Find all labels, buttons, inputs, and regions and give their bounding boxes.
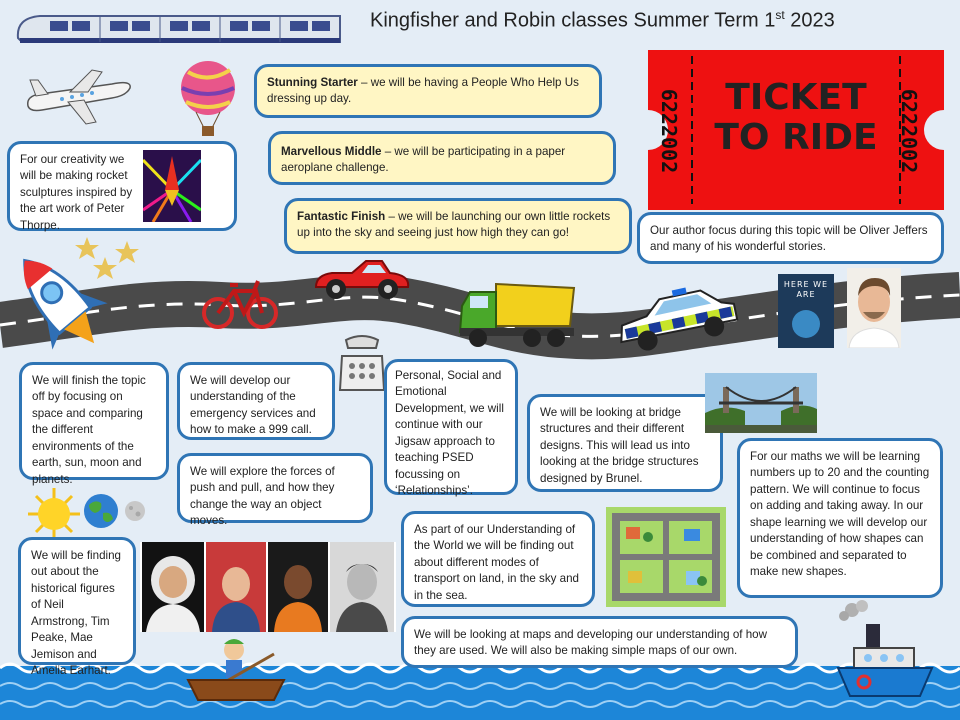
fantastic-finish-text: – we will be launching our own little rockets up into the sky and seeing just how high they can go! <box>297 210 611 240</box>
sea-illustration <box>0 660 960 720</box>
stunning-starter-box <box>254 64 602 118</box>
book-cover-image <box>778 274 834 348</box>
psed-box: Personal, Social and Emotional Development, we will continue with our Jigsaw approach to teaching PSED focussing on ‘Relationships’. <box>384 359 518 495</box>
bicycle-icon <box>200 275 282 331</box>
ticket-line-2: TO RIDE <box>714 116 878 158</box>
historical-figures-photos <box>140 542 396 632</box>
ticket-title <box>696 78 896 157</box>
ticket-number-right: 6222002 <box>897 88 921 174</box>
town-map-image <box>606 507 726 607</box>
earth-icon <box>83 493 119 529</box>
hot-air-balloon-icon <box>178 60 242 142</box>
rocket-artwork-icon <box>143 150 201 222</box>
stunning-starter-label: Stunning Starter <box>267 76 358 89</box>
author-focus-box: Our author focus during this topic will be Oliver Jeffers and many of his wonderful stories. <box>637 212 944 264</box>
stunning-starter-text: – we will be having a People Who Help Us dressing up day. <box>267 76 579 106</box>
moon-icon <box>124 500 146 522</box>
marvellous-middle-box <box>268 131 616 185</box>
forces-box: We will explore the forces of push and pull, and how they change the way an object moves. <box>177 453 373 523</box>
rowing-boat-icon <box>184 634 294 714</box>
fantastic-finish-box <box>284 198 632 254</box>
police-car-icon <box>614 286 740 354</box>
bridge-photo <box>705 373 817 433</box>
creativity-text: For our creativity we will be making rocket sculptures inspired by the art work of Peter Thorpe. <box>20 153 133 232</box>
sun-icon <box>28 488 80 540</box>
dump-truck-icon <box>456 280 578 350</box>
author-photo <box>847 268 901 348</box>
marvellous-middle-label: Marvellous Middle <box>281 145 382 158</box>
red-car-icon <box>312 255 412 305</box>
ticket-number-left: 6222002 <box>657 88 681 174</box>
understanding-world-box: As part of our Understanding of the World we will be finding out about different modes of transport on land, in the sky and in the sea. <box>401 511 595 607</box>
train-icon <box>10 8 350 48</box>
historical-figures-box: We will be finding out about the historical figures of Neil Armstrong, Tim Peake, Mae Jemison and Amelia Earhart. <box>18 537 136 665</box>
space-box: We will finish the topic off by focusing on space and comparing the different environments of the earth, sun, moon and planets. <box>19 362 169 480</box>
page-title: Kingfisher and Robin classes Summer Term 1st 2023 <box>370 8 835 32</box>
maps-box: We will be looking at maps and developing our understanding of how they are used. We will also be making simple maps of our own. <box>401 616 798 668</box>
steamship-icon <box>834 600 936 706</box>
stars-icon <box>75 235 145 285</box>
airplane-icon <box>22 66 137 126</box>
bridges-box: We will be looking at bridge structures and their different designs. This will lead us into looking at the bridge structures designed by Brunel. <box>527 394 723 492</box>
emergency-services-box: We will develop our understanding of the emergency services and how to make a 999 call. <box>177 362 335 440</box>
creativity-box <box>7 141 237 231</box>
maths-box: For our maths we will be learning numbers up to 20 and the counting pattern. We will continue to focus on adding and taking away. In our shape learning we will develop our understanding of how shapes can be combined and separated to make new shapes. <box>737 438 943 598</box>
marvellous-middle-text: – we will be participating in a paper aeroplane challenge. <box>281 145 566 175</box>
telephone-icon <box>336 332 388 396</box>
ticket-line-1: TICKET <box>725 77 867 118</box>
book-title: HERE WE ARE <box>783 280 829 300</box>
fantastic-finish-label: Fantastic Finish <box>297 210 386 223</box>
